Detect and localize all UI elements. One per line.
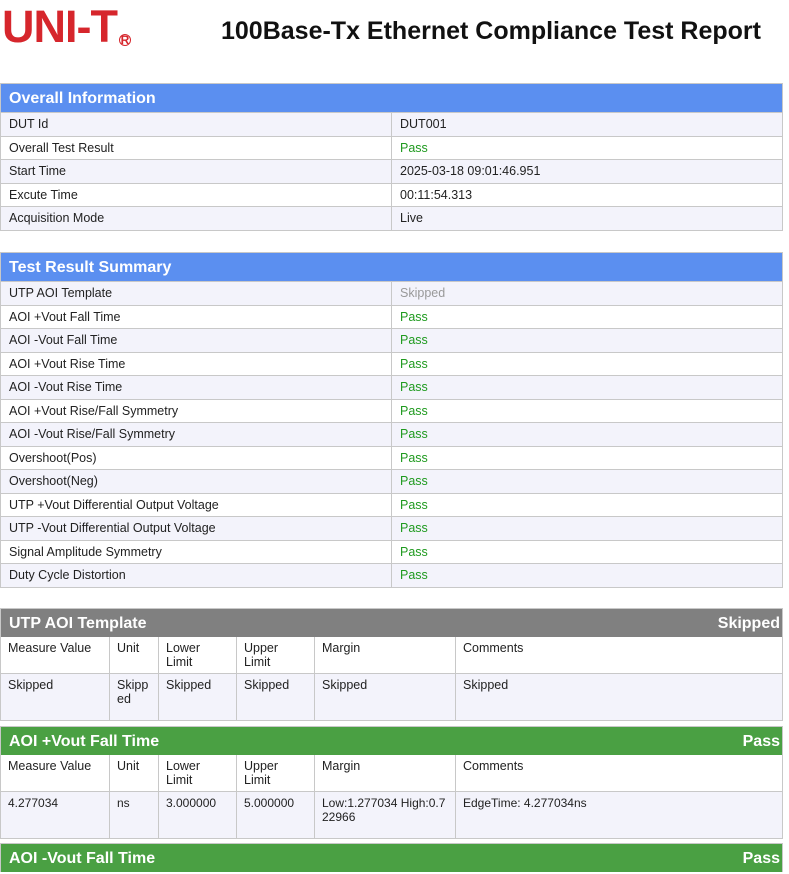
info-key: Overall Test Result <box>1 137 392 160</box>
column-header: Measure Value <box>1 637 110 674</box>
measure-value-cell: Skipped <box>1 674 110 720</box>
info-key: DUT Id <box>1 113 392 136</box>
summary-row <box>1 563 782 587</box>
detail-section-aoi-neg-vout-fall-time <box>0 843 783 872</box>
column-header: Unit <box>110 755 159 792</box>
info-key: Excute Time <box>1 184 392 207</box>
summary-test-name: AOI +Vout Rise Time <box>1 353 392 376</box>
unit-cell: ns <box>110 792 159 838</box>
summary-test-name: Duty Cycle Distortion <box>1 564 392 587</box>
info-value: Pass <box>400 140 428 155</box>
summary-row <box>1 540 782 564</box>
measurement-header-row <box>1 637 782 674</box>
summary-test-name: Overshoot(Neg) <box>1 470 392 493</box>
summary-row <box>1 281 782 305</box>
info-value: 2025-03-18 09:01:46.951 <box>400 164 541 178</box>
section-heading: Test Result Summary <box>1 253 782 281</box>
info-row-start-time <box>1 159 782 183</box>
upper-limit-cell: 5.000000 <box>237 792 315 838</box>
unit-cell: Skipped <box>110 674 159 720</box>
summary-row <box>1 446 782 470</box>
margin-cell: Skipped <box>315 674 456 720</box>
report-title: 100Base-Tx Ethernet Compliance Test Report <box>221 17 761 45</box>
column-header: Upper Limit <box>237 637 315 674</box>
summary-test-result: Pass <box>400 450 428 465</box>
summary-test-result: Pass <box>400 380 428 394</box>
summary-row <box>1 305 782 329</box>
summary-test-name: UTP AOI Template <box>1 282 392 305</box>
column-header: Lower Limit <box>159 637 237 674</box>
detail-section-aoi-pos-vout-fall-time <box>0 726 783 839</box>
summary-row <box>1 328 782 352</box>
summary-test-name: Signal Amplitude Symmetry <box>1 541 392 564</box>
column-header: Lower Limit <box>159 755 237 792</box>
info-key: Acquisition Mode <box>1 207 392 230</box>
lower-limit-cell: Skipped <box>159 674 237 720</box>
column-header: Upper Limit <box>237 755 315 792</box>
summary-test-result: Pass <box>400 544 428 559</box>
summary-test-result: Pass <box>400 309 428 324</box>
column-header: Comments <box>456 755 783 792</box>
test-result-summary-section <box>0 252 783 588</box>
overall-rows <box>1 112 782 230</box>
summary-test-name: AOI +Vout Fall Time <box>1 306 392 329</box>
info-row-acquisition-mode <box>1 206 782 230</box>
upper-limit-cell: Skipped <box>237 674 315 720</box>
column-header: Measure Value <box>1 755 110 792</box>
measurement-row <box>1 792 782 838</box>
summary-test-result: Pass <box>400 521 428 535</box>
detail-heading <box>1 609 782 637</box>
summary-test-result: Pass <box>400 333 428 347</box>
detail-heading <box>1 727 782 755</box>
summary-test-result: Skipped <box>400 286 446 300</box>
info-key: Start Time <box>1 160 392 183</box>
summary-test-name: UTP -Vout Differential Output Voltage <box>1 517 392 540</box>
info-row-execute-time <box>1 183 782 207</box>
detail-test-name: UTP AOI Template <box>9 615 147 632</box>
summary-test-result: Pass <box>400 427 428 441</box>
detail-test-name: AOI +Vout Fall Time <box>9 733 160 750</box>
summary-test-name: AOI -Vout Rise Time <box>1 376 392 399</box>
info-value: Live <box>400 211 423 225</box>
summary-test-result: Pass <box>400 568 428 582</box>
overall-information-section <box>0 83 783 231</box>
detail-test-status: Pass <box>742 850 780 867</box>
summary-row <box>1 399 782 423</box>
comments-cell: Skipped <box>456 674 783 720</box>
registered-mark-icon: R <box>120 33 130 47</box>
detail-test-status: Pass <box>742 733 780 750</box>
summary-row <box>1 516 782 540</box>
info-row-dut-id <box>1 112 782 136</box>
detail-test-name: AOI -Vout Fall Time <box>9 850 156 867</box>
measurement-row <box>1 674 782 720</box>
detail-test-status: Skipped <box>717 615 780 632</box>
summary-test-name: Overshoot(Pos) <box>1 447 392 470</box>
summary-test-name: UTP +Vout Differential Output Voltage <box>1 494 392 517</box>
detail-heading <box>1 844 782 872</box>
lower-limit-cell: 3.000000 <box>159 792 237 838</box>
summary-row <box>1 422 782 446</box>
comments-cell: EdgeTime: 4.277034ns <box>456 792 783 838</box>
summary-row <box>1 375 782 399</box>
column-header: Margin <box>315 637 456 674</box>
summary-test-result: Pass <box>400 356 428 371</box>
summary-test-result: Pass <box>400 474 428 488</box>
section-heading: Overall Information <box>1 84 782 112</box>
column-header: Margin <box>315 755 456 792</box>
summary-rows <box>1 281 782 587</box>
column-header: Comments <box>456 637 783 674</box>
summary-row <box>1 493 782 517</box>
measure-value-cell: 4.277034 <box>1 792 110 838</box>
summary-row <box>1 469 782 493</box>
detail-section-utp-aoi-template <box>0 608 783 721</box>
summary-test-name: AOI -Vout Fall Time <box>1 329 392 352</box>
measurement-table <box>1 637 782 720</box>
measurement-header-row <box>1 755 782 792</box>
column-header: Unit <box>110 637 159 674</box>
summary-test-name: AOI +Vout Rise/Fall Symmetry <box>1 400 392 423</box>
uni-t-logo: UNI-T R <box>2 1 130 52</box>
info-value: 00:11:54.313 <box>400 187 473 202</box>
summary-row <box>1 352 782 376</box>
info-value: DUT001 <box>400 117 447 131</box>
measurement-table <box>1 755 782 838</box>
summary-test-result: Pass <box>400 497 428 512</box>
margin-cell: Low:1.277034 High:0.722966 <box>315 792 456 838</box>
summary-test-result: Pass <box>400 403 428 418</box>
info-row-overall-result <box>1 136 782 160</box>
summary-test-name: AOI -Vout Rise/Fall Symmetry <box>1 423 392 446</box>
